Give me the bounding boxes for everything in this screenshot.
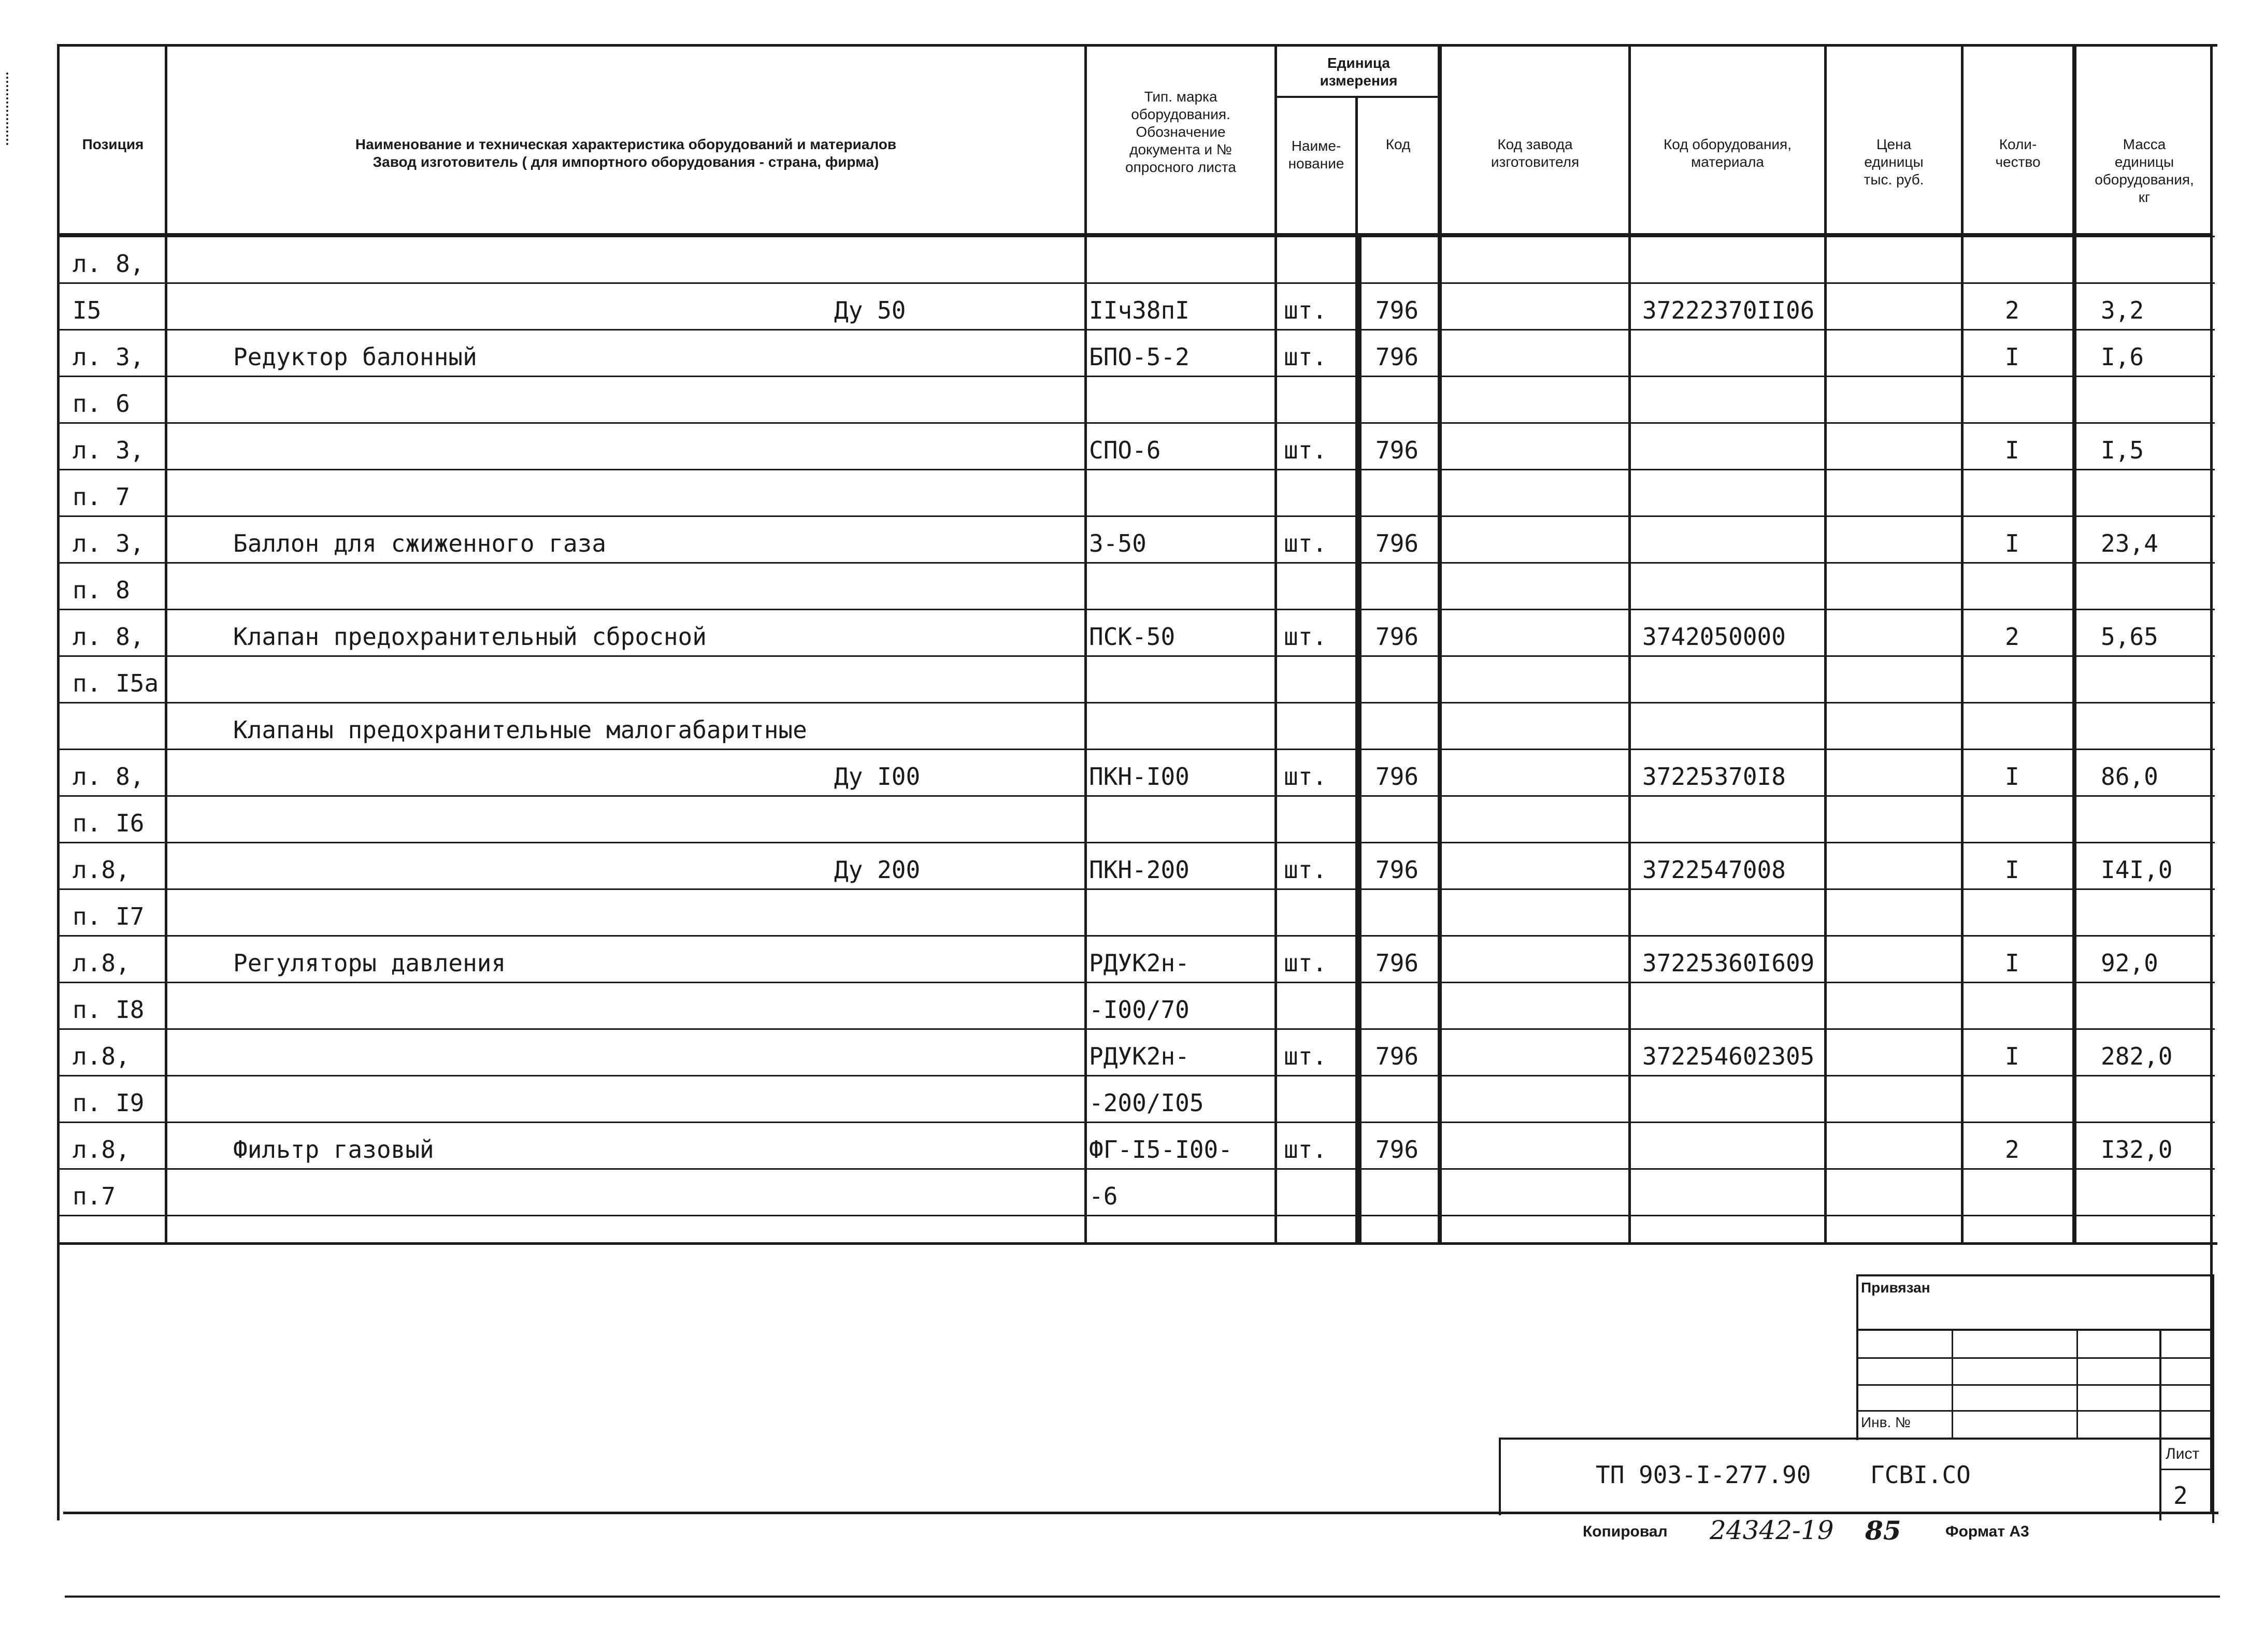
cell-position: п. I7 [73,902,145,930]
cell-equipment-code: 3722547008 [1642,856,1786,884]
order-number: 24342-19 [1710,1515,1834,1545]
row-line [57,795,2215,797]
cell-position: I5 [73,296,102,324]
cell-mass: 282,0 [2101,1042,2173,1070]
header-plant-line1: Код завода [1497,136,1573,152]
row-line [57,842,2215,843]
stamp-inv: Инв. № [1861,1414,1911,1430]
cell-position: л.8, [73,1042,130,1070]
row-line [57,376,2215,377]
row-line [57,749,2215,750]
cell-type: ПКН-I00 [1089,763,1190,791]
cell-quantity: 2 [2005,623,2019,651]
header-qty-line1: Коли- [1999,136,2037,152]
header-type-line3: Обозначение [1136,124,1226,140]
cell-mass: 86,0 [2101,763,2158,791]
row-line [57,1075,2215,1076]
header-mass-line3: оборудования, [2095,171,2194,188]
header-type-line4: документа и № [1129,141,1232,157]
header-unit-name [1277,137,1355,173]
col-line-9 [1961,44,1964,1243]
header-unit [1277,54,1440,90]
cell-equipment-code: 3742050000 [1642,623,1786,651]
col-line-1 [165,44,167,1243]
page-bottom-rule [65,1596,2220,1598]
header-position: Позиция [82,136,144,152]
cell-type: -200/I05 [1089,1089,1204,1117]
cell-name: Редуктор балонный [233,343,477,371]
cell-unit-name: шт. [1284,1136,1327,1163]
header-unit-line1: Единица [1327,55,1390,71]
frame-left [57,44,60,1520]
cell-unit-name: шт. [1284,529,1327,557]
cell-position: п. I6 [73,809,145,837]
cell-type: ПСК-50 [1089,623,1176,651]
cell-name: Баллон для сжиженного газа [233,529,607,557]
cell-quantity: I [2005,1042,2019,1070]
header-qty-line2: чество [1995,154,2041,170]
row-line [57,469,2215,470]
stamp-sheet-no: 2 [2173,1482,2188,1510]
header-type-line5: опросного листа [1125,159,1236,175]
cell-position: л.8, [73,1136,130,1163]
cell-equipment-code: 37225360I609 [1642,949,1815,977]
cell-unit-code: 796 [1375,856,1419,884]
col-line-5 [1357,233,1362,1243]
row-line [57,236,2215,237]
cell-unit-name: шт. [1284,856,1327,884]
copied-label: Копировал [1583,1523,1668,1540]
header-price [1827,136,1961,189]
margin-marks [6,73,11,145]
stamp-v1 [1952,1329,1953,1438]
cell-position: п. 8 [73,576,130,604]
cell-mass: I,5 [2101,436,2144,464]
cell-unit-name: шт. [1284,343,1327,371]
header-mass-line4: кг [2138,189,2151,205]
cell-quantity: 2 [2005,296,2019,324]
cell-mass: 5,65 [2101,623,2158,651]
cell-type: РДУК2н- [1089,949,1190,977]
cell-type: 3-50 [1089,529,1147,557]
cell-mass: I32,0 [2101,1136,2173,1163]
cell-equipment-code: 37225370I8 [1642,763,1786,791]
cell-quantity: I [2005,436,2019,464]
header-unit-name-line1: Наиме- [1291,138,1341,154]
cell-position: п. 7 [73,483,130,511]
col-line-7 [1628,44,1631,1243]
cell-nominal-diameter: Ду I00 [834,763,921,791]
cell-equipment-code: 37222370II06 [1642,296,1815,324]
cell-name: Фильтр газовый [233,1136,434,1163]
cell-name: Клапаны предохранительные малогабаритные [233,716,807,744]
cell-quantity: I [2005,856,2019,884]
stamp-v2 [2076,1329,2078,1438]
cell-type: БПО-5-2 [1089,343,1190,371]
cell-type: ПКН-200 [1089,856,1190,884]
cell-position: л.8, [73,949,130,977]
cell-type: -6 [1089,1182,1118,1210]
header-plant-code [1442,136,1628,171]
frame-top [57,44,2217,47]
col-line-6 [1438,44,1442,1243]
col-line-2 [1084,44,1087,1243]
cell-unit-code: 796 [1375,1136,1419,1163]
header-name-line1: Наименование и техническая характеристика оборудований и материалов [355,136,897,152]
cell-position: п. I5а [73,669,159,697]
cell-unit-code: 796 [1375,1042,1419,1070]
cell-name: Клапан предохранительный сбросной [233,623,707,651]
header-type-line2: оборудования. [1131,106,1230,122]
cell-unit-code: 796 [1375,436,1419,464]
order-suffix: 85 [1865,1515,1901,1546]
stamp-linked: Привязан [1861,1280,1930,1296]
cell-type: IIч38пI [1089,296,1190,324]
header-type-line1: Тип. марка [1144,89,1217,105]
unit-header-divider [1274,96,1440,98]
row-line [57,515,2215,517]
cell-position: л.8, [73,856,130,884]
cell-quantity: I [2005,949,2019,977]
cell-position: л. 8, [73,623,145,651]
cell-position: п. 6 [73,390,130,418]
cell-unit-code: 796 [1375,343,1419,371]
cell-mass: I4I,0 [2101,856,2173,884]
header-equip-code [1631,136,1824,171]
cell-type: ФГ-I5-I00- [1089,1136,1233,1163]
cell-position: л. 3, [73,343,145,371]
header-price-line1: Цена [1876,136,1912,152]
cell-unit-name: шт. [1284,1042,1327,1070]
col-line-3 [1274,44,1277,1243]
cell-type: СПО-6 [1089,436,1161,464]
stamp-v3 [2159,1329,2161,1520]
cell-name: Регуляторы давления [233,949,506,977]
header-mass-line1: Масса [2123,136,2166,152]
stamp-right [2212,1274,2214,1523]
header-mass [2076,136,2212,206]
header-name-line2: Завод изготовитель ( для импортного оборудования - страна, фирма) [372,154,879,170]
header-price-line2: единицы [1864,154,1924,170]
header-unit-code: Код [1385,136,1411,152]
stamp-sheet-h [2159,1469,2214,1470]
header-mass-line2: единицы [2114,154,2174,170]
stamp-top [1856,1274,2214,1276]
row-line [57,935,2215,937]
row-line [57,655,2215,657]
row-line [57,562,2215,564]
cell-unit-code: 796 [1375,763,1419,791]
cell-position: п. I8 [73,996,145,1024]
row-line [57,888,2215,890]
stamp-doc-code: ТП 903-I-277.90 [1596,1461,1811,1489]
cell-unit-code: 796 [1375,949,1419,977]
header-type [1087,88,1274,176]
row-line [57,422,2215,424]
row-line [57,982,2215,983]
header-qty [1964,136,2072,171]
stamp-h5 [1500,1438,2214,1440]
col-line-8 [1824,44,1827,1243]
row-line [57,1215,2215,1216]
cell-unit-code: 796 [1375,296,1419,324]
cell-unit-name: шт. [1284,763,1327,791]
header-plant-line2: изготовителя [1491,154,1580,170]
header-name [167,136,1084,171]
cell-mass: I,6 [2101,343,2144,371]
cell-quantity: I [2005,343,2019,371]
cell-nominal-diameter: Ду 200 [834,856,921,884]
row-line [57,282,2215,284]
cell-unit-name: шт. [1284,436,1327,464]
row-line [57,1028,2215,1030]
col-line-10 [2072,44,2076,1243]
stamp-doc-left [1499,1438,1501,1515]
frame-bottom [63,1512,2218,1514]
cell-nominal-diameter: Ду 50 [834,296,906,324]
cell-equipment-code: 372254602305 [1642,1042,1815,1070]
cell-quantity: I [2005,763,2019,791]
stamp-sheet-label: Лист [2166,1445,2200,1462]
cell-position: п. I9 [73,1089,145,1117]
header-equip-line2: материала [1691,154,1764,170]
cell-type: -I00/70 [1089,996,1190,1024]
row-line [57,609,2215,610]
cell-unit-name: шт. [1284,296,1327,324]
header-unit-name-line2: нование [1288,155,1344,171]
cell-position: л. 8, [73,763,145,791]
cell-mass: 92,0 [2101,949,2158,977]
stamp-section: ГСВI.СО [1870,1461,1971,1489]
cell-position: п.7 [73,1182,116,1210]
cell-quantity: 2 [2005,1136,2019,1163]
cell-type: РДУК2н- [1089,1042,1190,1070]
header-equip-line1: Код оборудования, [1664,136,1792,152]
row-line [57,1122,2215,1123]
cell-quantity: I [2005,529,2019,557]
row-line [57,702,2215,703]
row-line [57,1168,2215,1170]
row-line [57,329,2215,331]
cell-position: л. 3, [73,529,145,557]
table-bottom-line [57,1242,2217,1245]
header-price-line3: тыс. руб. [1864,171,1924,188]
cell-unit-name: шт. [1284,623,1327,651]
cell-mass: 23,4 [2101,529,2158,557]
cell-unit-name: шт. [1284,949,1327,977]
cell-mass: 3,2 [2101,296,2144,324]
cell-position: л. 3, [73,436,145,464]
cell-unit-code: 796 [1375,623,1419,651]
cell-position: л. 8, [73,250,145,278]
format-label: Формат А3 [1945,1523,2029,1540]
header-unit-line2: измерения [1320,73,1398,89]
cell-unit-code: 796 [1375,529,1419,557]
